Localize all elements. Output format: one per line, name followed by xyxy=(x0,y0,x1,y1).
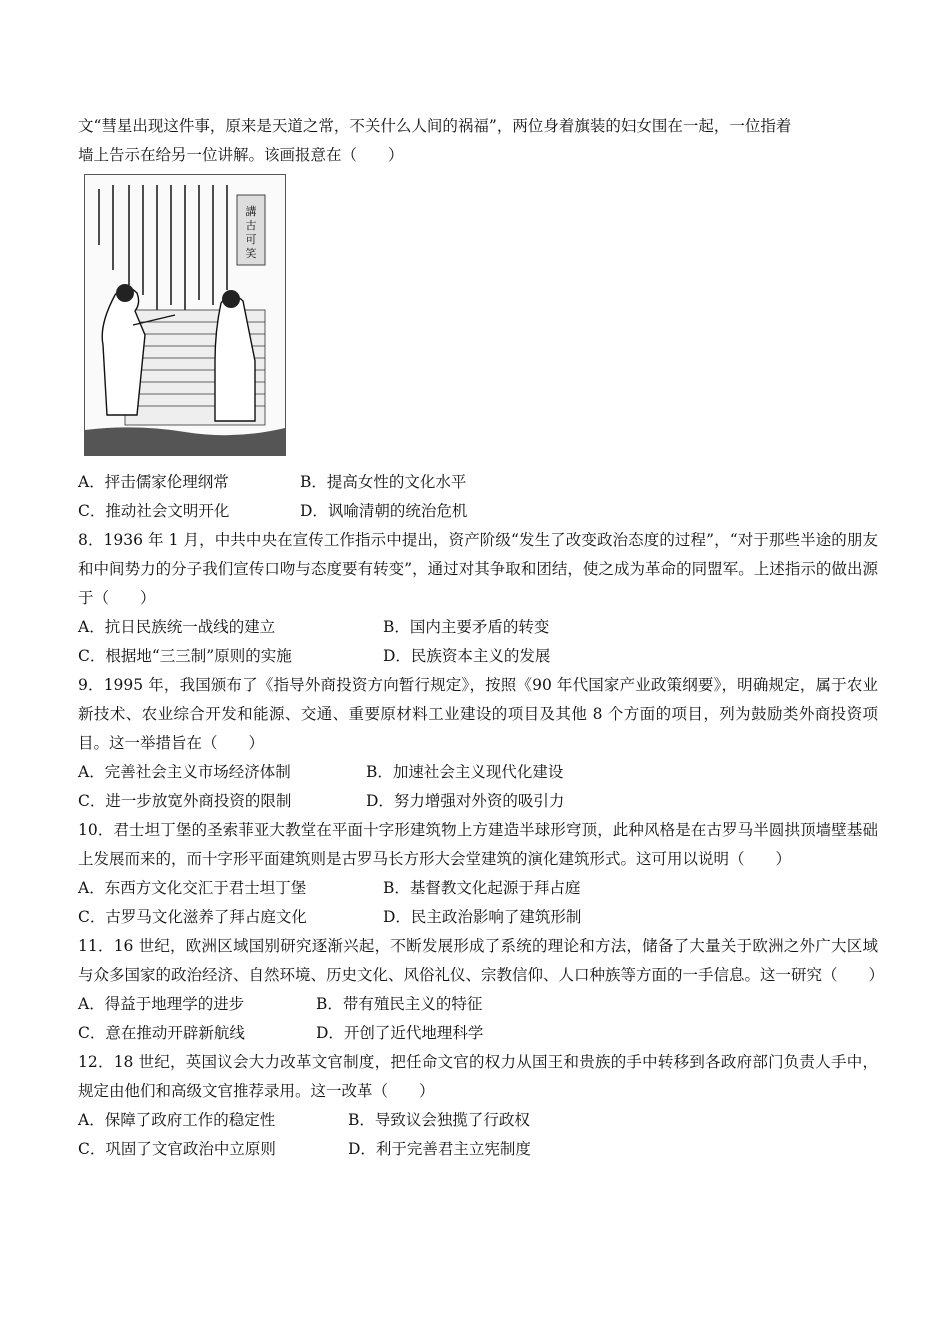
q7-stem-line1: 文“彗星出现这件事，原来是天道之常，不关什么人间的祸福”，两位身着旗装的妇女围在一起，一位指着 xyxy=(78,117,792,135)
q9-options-row2 xyxy=(78,787,878,816)
q7-pictorial-illustration xyxy=(84,174,286,456)
q8-option-b[interactable]: B．国内主要矛盾的转变 xyxy=(383,618,550,636)
q12-option-b[interactable]: B．导致议会独揽了行政权 xyxy=(348,1111,530,1129)
svg-text:講: 講 xyxy=(245,205,257,218)
q9-options-row1 xyxy=(78,758,878,787)
q11-options-row1 xyxy=(78,990,878,1019)
q9-option-d[interactable]: D．努力增强对外资的吸引力 xyxy=(366,792,565,810)
q11-options-row2 xyxy=(78,1019,878,1048)
q8-options-row2 xyxy=(78,642,878,671)
svg-text:笑: 笑 xyxy=(245,247,257,260)
q12-option-a[interactable]: A．保障了政府工作的稳定性 xyxy=(78,1111,276,1129)
q10-option-c[interactable]: C．古罗马文化滋养了拜占庭文化 xyxy=(78,908,307,926)
q7-option-d[interactable]: D．讽喻清朝的统治危机 xyxy=(300,502,468,520)
svg-text:古: 古 xyxy=(245,219,257,232)
q9-option-b[interactable]: B．加速社会主义现代化建设 xyxy=(366,763,564,781)
q10-options-row1 xyxy=(78,874,878,903)
q8-stem: 8．1936 年 1 月，中共中央在宣传工作指示中提出，资产阶级“发生了改变政治态度的过程”，“对于那些半途的朋友和中间势力的分子我们宣传口吻与态度要有转变”，通过对其争取和团结，使之成为革命的同盟军。上述指示的做出源于（ ） xyxy=(78,531,878,607)
q10-stem: 10．君士坦丁堡的圣索菲亚大教堂在平面十字形建筑物上方建造半球形穹顶，此种风格是在古罗马半圆拱顶墙壁基础上发展而来的，而十字形平面建筑则是古罗马长方形大会堂建筑的演化建筑形式。这可用以说明（ ） xyxy=(78,821,878,868)
q8-option-c[interactable]: C．根据地“三三制”原则的实施 xyxy=(78,647,292,665)
q12-option-d[interactable]: D．利于完善君主立宪制度 xyxy=(348,1140,531,1158)
q7-option-b[interactable]: B．提高女性的文化水平 xyxy=(300,473,467,491)
q11-option-b[interactable]: B．带有殖民主义的特征 xyxy=(316,995,483,1013)
q9-option-c[interactable]: C．进一步放宽外商投资的限制 xyxy=(78,792,292,810)
q11-option-a[interactable]: A．得益于地理学的进步 xyxy=(78,995,245,1013)
q9-option-a[interactable]: A．完善社会主义市场经济体制 xyxy=(78,763,291,781)
q10-options-row2 xyxy=(78,903,878,932)
q12-option-c[interactable]: C．巩固了文官政治中立原则 xyxy=(78,1140,276,1158)
q11-option-d[interactable]: D．开创了近代地理科学 xyxy=(316,1024,484,1042)
q7-option-a[interactable]: A．抨击儒家伦理纲常 xyxy=(78,473,229,491)
q8-options-row1 xyxy=(78,613,878,642)
q9-stem: 9．1995 年，我国颁布了《指导外商投资方向暂行规定》，按照《90 年代国家产业政策纲要》，明确规定，属于农业新技术、农业综合开发和能源、交通、重要原材料工业建设的项目及其他 8 个方面的项目，列为鼓励类外商投资项目。这一举措旨在（ ） xyxy=(78,676,878,752)
q10-option-d[interactable]: D．民主政治影响了建筑形制 xyxy=(383,908,582,926)
q12-options-row2 xyxy=(78,1135,878,1164)
q7-stem-line2: 墙上告示在给另一位讲解。该画报意在（ ） xyxy=(78,146,404,164)
q11-option-c[interactable]: C．意在推动开辟新航线 xyxy=(78,1024,245,1042)
svg-text:可: 可 xyxy=(245,233,257,246)
q11-stem: 11．16 世纪，欧洲区域国别研究逐渐兴起，不断发展形成了系统的理论和方法，储备了大量关于欧洲之外广大区域与众多国家的政治经济、自然环境、历史文化、风俗礼仪、宗教信仰、人口种族等方面的一手信息。这一研究（ ） xyxy=(78,937,885,984)
q7-options-row1 xyxy=(78,468,878,497)
q10-option-b[interactable]: B．基督教文化起源于拜占庭 xyxy=(383,879,581,897)
q12-stem: 12．18 世纪，英国议会大力改革文官制度，把任命文官的权力从国王和贵族的手中转移到各政府部门负责人手中，规定由他们和高级文官推荐录用。这一改革（ ） xyxy=(78,1053,878,1100)
exam-page xyxy=(78,112,885,1164)
q7-option-c[interactable]: C．推动社会文明开化 xyxy=(78,502,230,520)
q10-option-a[interactable]: A．东西方文化交汇于君士坦丁堡 xyxy=(78,879,307,897)
q8-option-a[interactable]: A．抗日民族统一战线的建立 xyxy=(78,618,276,636)
q7-options-row2 xyxy=(78,497,878,526)
q12-options-row1 xyxy=(78,1106,878,1135)
q8-option-d[interactable]: D．民族资本主义的发展 xyxy=(383,647,551,665)
